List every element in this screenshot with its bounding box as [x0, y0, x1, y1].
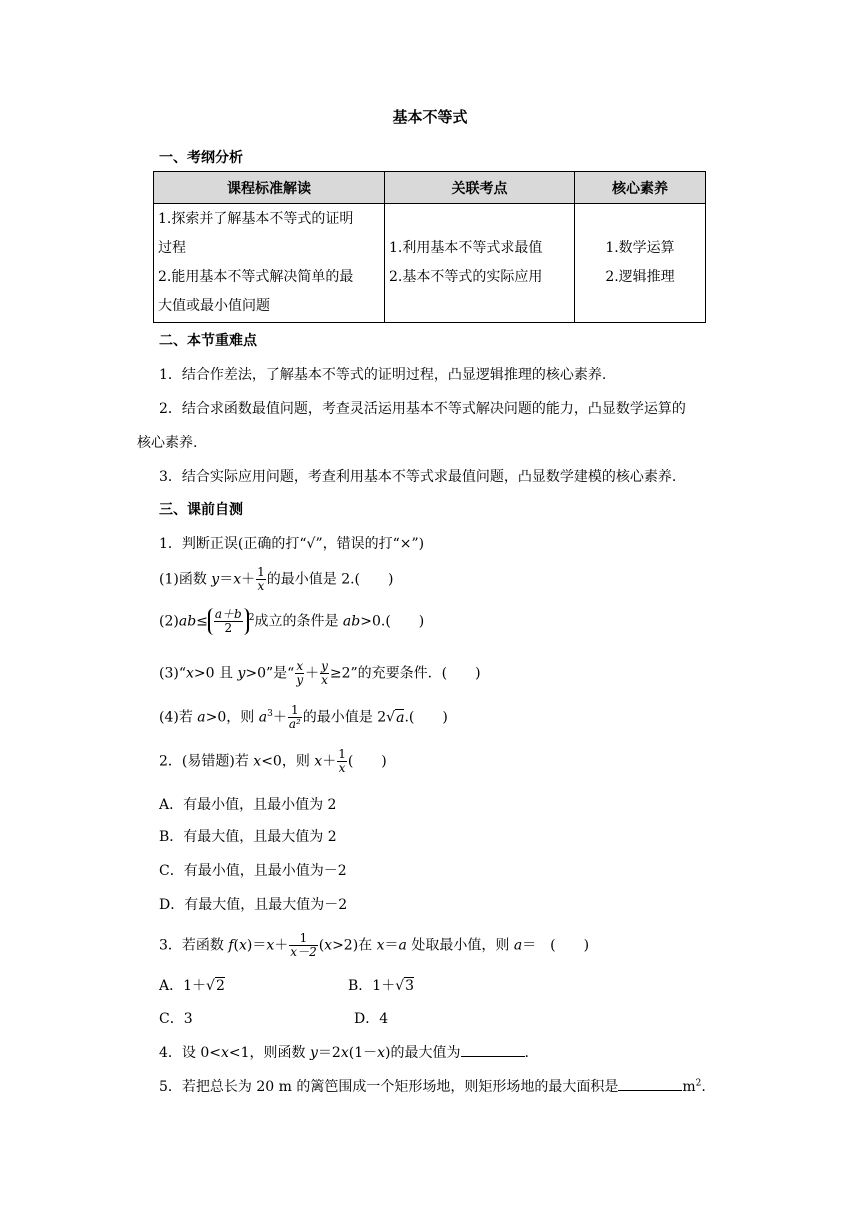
text: ＝	[384, 937, 399, 954]
text: .	[524, 1045, 529, 1061]
bracket	[208, 608, 249, 635]
text: ＋	[274, 937, 289, 954]
table-cell-literacy	[575, 204, 706, 323]
exponent: 2	[248, 612, 255, 623]
var: x	[377, 1045, 386, 1061]
table-header: 核心素养	[575, 172, 706, 204]
fraction	[320, 660, 329, 687]
denominator: x	[338, 761, 346, 775]
var: a	[197, 709, 206, 726]
radicand: a	[396, 709, 405, 726]
cell-line: 2.基本不等式的实际应用	[389, 269, 543, 285]
answer-blank[interactable]	[461, 1044, 525, 1057]
sqrt-symbol: √	[386, 709, 396, 726]
cell-line: 2.逻辑推理	[605, 269, 675, 285]
question-1-item-3	[159, 660, 481, 687]
key-point-2-cont: 核心素养.	[137, 435, 198, 451]
fraction	[214, 608, 243, 635]
fraction	[256, 566, 266, 593]
var: y	[237, 665, 246, 682]
numerator: a＋b	[214, 607, 242, 621]
table-header: 课程标准解读	[154, 172, 385, 204]
text: ( )	[347, 753, 387, 770]
cell-line: 1.利用基本不等式求最值	[389, 240, 543, 256]
page-title: 基本不等式	[392, 108, 468, 126]
fraction	[295, 660, 304, 687]
numerator: 1	[289, 932, 317, 946]
denominator: 2	[224, 621, 233, 635]
text: ＝	[219, 571, 234, 588]
text: 的最小值是 2	[302, 709, 387, 726]
text: .	[701, 1079, 706, 1095]
question-3-option-a	[159, 975, 225, 995]
cell-line: 1.数学运算	[605, 240, 675, 256]
table-cell-standards	[154, 204, 385, 323]
var: x	[376, 937, 385, 954]
text: (1－	[348, 1045, 378, 1061]
question-1-item-1	[159, 566, 393, 593]
text: ＋	[305, 665, 320, 682]
question-3-option-b	[348, 975, 414, 995]
var: a	[513, 937, 523, 954]
text: (	[318, 937, 325, 954]
question-2-stem	[159, 748, 387, 775]
text: ＝ ( )	[522, 937, 590, 954]
text: 处取最小值，则	[406, 937, 514, 954]
denominator: x	[321, 673, 328, 687]
sqrt-symbol: √	[395, 978, 405, 994]
var: x	[239, 937, 247, 954]
text: >0 且	[193, 665, 238, 682]
fraction	[337, 748, 347, 775]
text: ＋	[322, 753, 337, 770]
text: 2．(易错题)若	[159, 753, 254, 770]
text: ≤	[196, 613, 208, 630]
question-3-option-c: C．3	[159, 1011, 193, 1027]
cell-line: 大值或最小值问题	[158, 298, 270, 314]
question-3-stem	[159, 932, 589, 959]
text: 5．若把总长为 20 m 的篱笆围成一个矩形场地，则矩形场地的最大面积是	[159, 1079, 619, 1095]
syllabus-table	[153, 171, 706, 323]
text: <0，则	[261, 753, 315, 770]
table-header: 关联考点	[385, 172, 575, 204]
question-2-option-b: B．有最大值，且最大值为 2	[159, 829, 337, 845]
cell-line: 2.能用基本不等式解决简单的最	[158, 269, 354, 285]
question-2-option-d: D．有最大值，且最大值为－2	[159, 897, 348, 913]
var: f	[228, 937, 234, 954]
text: 3．若函数	[159, 937, 229, 954]
text: ≥2”的充要条件．( )	[329, 665, 481, 682]
question-2-option-a: A．有最小值，且最小值为 2	[159, 797, 337, 813]
text: )的最大值为	[385, 1045, 461, 1061]
section-heading-key-points: 二、本节重难点	[159, 333, 257, 349]
denominator: x－2	[290, 945, 317, 959]
var: ab	[178, 613, 197, 630]
text: 成立的条件是	[254, 613, 343, 630]
cell-line: 过程	[158, 240, 186, 256]
var: a	[398, 937, 407, 954]
question-1-item-4	[159, 704, 448, 731]
text: (4)若	[159, 709, 198, 726]
numerator: 1	[257, 565, 265, 579]
text: (1)函数	[159, 571, 212, 588]
var: x	[340, 1045, 349, 1061]
text: .( )	[404, 709, 448, 726]
question-1-item-2	[159, 608, 424, 635]
text: ＋	[272, 709, 287, 726]
text: ＝2	[317, 1045, 341, 1061]
text: A．1＋	[159, 978, 207, 994]
text: 4．设 0<	[159, 1045, 221, 1061]
text: 的最小值是 2.( )	[266, 571, 394, 588]
question-2-option-c: C．有最小值，且最小值为－2	[159, 863, 347, 879]
question-1-stem: 1．判断正误(正确的打“√”，错误的打“×”)	[159, 536, 425, 552]
question-4	[159, 1042, 529, 1062]
exponent: 3	[267, 708, 273, 719]
table-cell-exam-points	[385, 204, 575, 323]
denominator: x	[257, 579, 265, 593]
text: )＝	[246, 937, 267, 954]
exponent: 2	[695, 1078, 702, 1089]
var: x	[324, 937, 333, 954]
radicand: 2	[215, 978, 225, 994]
text: (	[233, 937, 240, 954]
section-heading-self-test: 三、课前自测	[159, 502, 243, 518]
text: >0”是“	[245, 665, 295, 682]
text: <1，则函数	[228, 1045, 310, 1061]
numerator: y	[321, 659, 328, 673]
var: a	[258, 709, 268, 726]
numerator: 1	[338, 747, 346, 761]
text: >0，则	[205, 709, 259, 726]
fraction	[288, 704, 302, 731]
text: >2)在	[332, 937, 377, 954]
var: x	[233, 571, 242, 588]
text: ＋	[241, 571, 256, 588]
denominator: a²	[288, 717, 301, 731]
var: x	[253, 753, 262, 770]
text: (3)“	[159, 665, 186, 682]
table-row	[154, 204, 706, 323]
var: x	[221, 1045, 229, 1061]
numerator: x	[296, 659, 304, 673]
key-point-1: 1．结合作差法，了解基本不等式的证明过程，凸显逻辑推理的核心素养.	[159, 367, 607, 383]
question-5	[159, 1076, 706, 1096]
var: ab	[342, 613, 361, 630]
key-point-3: 3．结合实际应用问题，考查利用基本不等式求最值问题，凸显数学建模的核心素养.	[159, 469, 677, 485]
key-point-2: 2．结合求函数最值问题，考查灵活运用基本不等式解决问题的能力，凸显数学运算的	[159, 401, 686, 417]
var: x	[314, 753, 323, 770]
text: >0.( )	[360, 613, 425, 630]
answer-blank[interactable]	[618, 1078, 682, 1091]
radicand: 3	[405, 978, 415, 994]
numerator: 1	[288, 704, 302, 718]
question-3-option-d: D．4	[354, 1011, 389, 1027]
var: y	[211, 571, 220, 588]
cell-line: 1.探索并了解基本不等式的证明	[158, 211, 354, 227]
sqrt-symbol: √	[206, 978, 215, 994]
table-header-row	[154, 172, 706, 204]
text: (2)	[159, 613, 179, 630]
var: x	[186, 665, 194, 682]
var: y	[310, 1045, 318, 1061]
denominator: y	[296, 673, 304, 687]
text: B．1＋	[348, 978, 396, 994]
fraction	[289, 932, 317, 959]
text: m	[682, 1079, 696, 1095]
var: x	[266, 937, 275, 954]
section-heading-syllabus: 一、考纲分析	[159, 150, 243, 166]
